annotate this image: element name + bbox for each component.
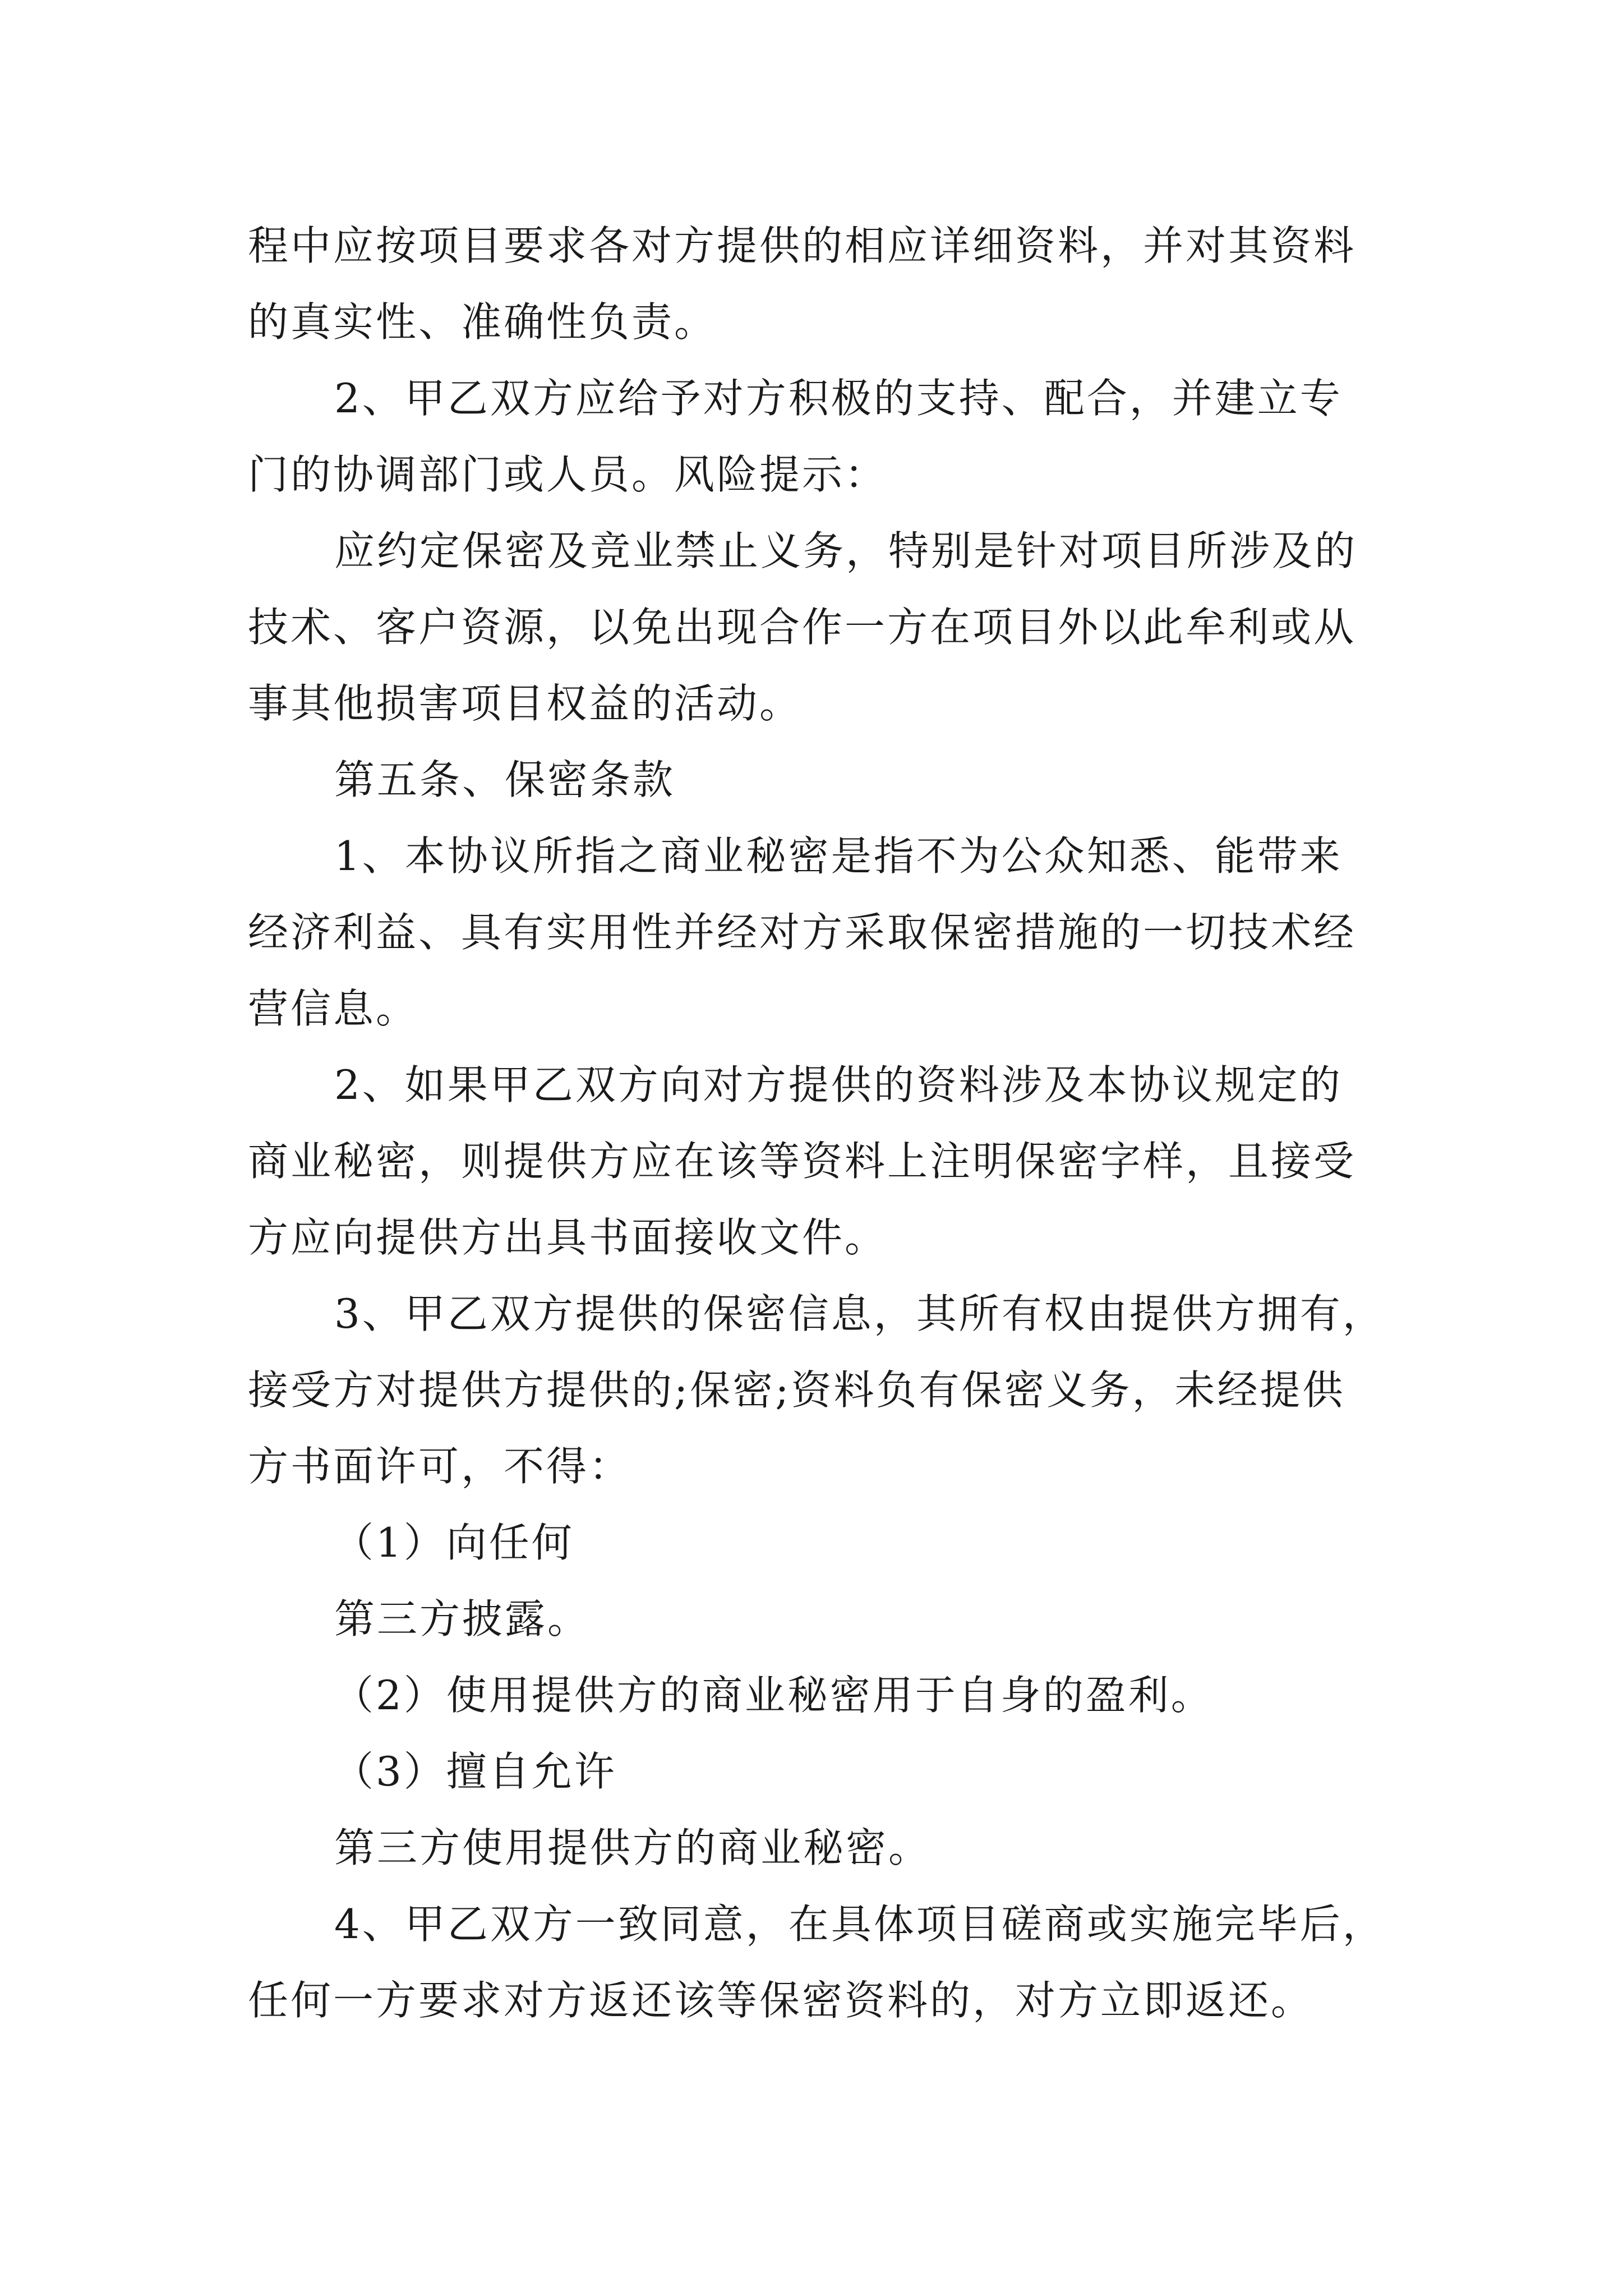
paragraph-line: 营信息。 bbox=[248, 985, 419, 1032]
paragraph-line: 应约定保密及竞业禁止义务，特别是针对项目所涉及的 bbox=[334, 527, 1358, 574]
paragraph-line: 方书面许可，不得： bbox=[248, 1443, 632, 1490]
paragraph-line: 2、如果甲乙双方向对方提供的资料涉及本协议规定的 bbox=[334, 1061, 1343, 1108]
paragraph-line: 第三方披露。 bbox=[334, 1595, 591, 1642]
paragraph-line: 的真实性、准确性负责。 bbox=[248, 298, 717, 346]
paragraph-line: 技术、客户资源，以免出现合作一方在项目外以此牟利或从 bbox=[248, 604, 1357, 651]
list-item: （2）使用提供方的商业秘密用于自身的盈利。 bbox=[333, 1672, 1214, 1719]
paragraph-line: 任何一方要求对方返还该等保密资料的，对方立即返还。 bbox=[248, 1977, 1314, 2024]
list-item: （3）擅自允许 bbox=[333, 1748, 617, 1795]
paragraph-line: 第三方使用提供方的商业秘密。 bbox=[334, 1824, 932, 1871]
paragraph-line: 接受方对提供方提供的;保密;资料负有保密义务，未经提供 bbox=[248, 1366, 1345, 1414]
paragraph-line: 经济利益、具有实用性并经对方采取保密措施的一切技术经 bbox=[248, 909, 1357, 956]
paragraph-line: 门的协调部门或人员。风险提示： bbox=[248, 451, 888, 498]
paragraph-line: 4、甲乙双方一致同意，在具体项目磋商或实施完毕后， bbox=[334, 1901, 1385, 1948]
section-heading: 第五条、保密条款 bbox=[334, 756, 676, 803]
paragraph-line: 1、本协议所指之商业秘密是指不为公众知悉、能带来 bbox=[334, 832, 1343, 880]
paragraph-line: 方应向提供方出具书面接收文件。 bbox=[248, 1214, 888, 1261]
list-item: （1）向任何 bbox=[333, 1519, 574, 1566]
paragraph-line: 商业秘密，则提供方应在该等资料上注明保密字样，且接受 bbox=[248, 1138, 1357, 1185]
paragraph-line: 3、甲乙双方提供的保密信息，其所有权由提供方拥有， bbox=[334, 1290, 1385, 1337]
paragraph-line: 2、甲乙双方应给予对方积极的支持、配合，并建立专 bbox=[334, 375, 1343, 422]
paragraph-line: 事其他损害项目权益的活动。 bbox=[248, 680, 803, 727]
document-body bbox=[248, 208, 1385, 2039]
paragraph-line: 程中应按项目要求各对方提供的相应详细资料，并对其资料 bbox=[248, 222, 1357, 269]
